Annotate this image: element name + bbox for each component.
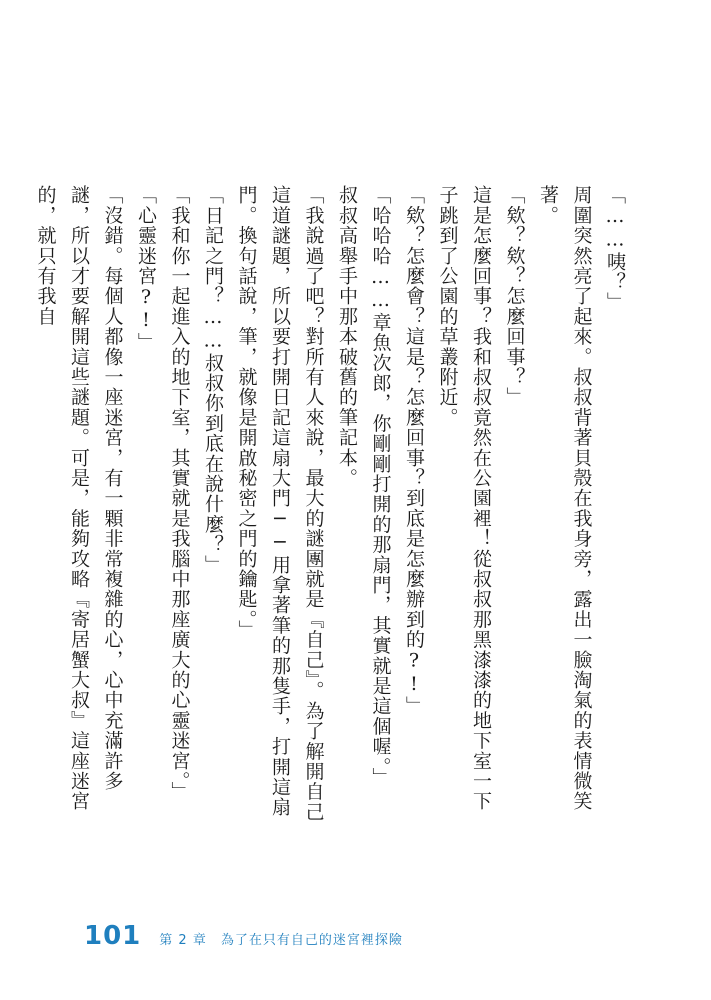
paragraph: 「沒錯。每個人都像一座迷宮，有一顆非常複雜的心，心中充滿許多謎，所以才要解開這些謎題。可是，能夠攻略『寄居蟹大叔』這座迷宮的，就只有我自 [34, 185, 124, 812]
paragraph: 「……咦？」 [604, 185, 626, 313]
page-number: 101 [84, 921, 142, 951]
paragraph: 「我和你一起進入的地下室，其實就是我腦中那座廣大的心靈迷宮。」 [168, 185, 191, 802]
paragraph: 「心靈迷宮?!」 [135, 185, 157, 353]
paragraph: 「日記之門？……叔叔你到底在說什麼？」 [202, 185, 224, 575]
paragraph: 「欸？欸？怎麼回事？」 [503, 185, 526, 408]
chapter-title: 第 2 章 為了在只有自己的迷宮裡探險 [159, 933, 403, 948]
paragraph: 「哈哈哈……章魚次郎，你剛剛打開的那扇門，其實就是這個喔。」 [369, 185, 392, 788]
page-footer [84, 921, 403, 951]
vertical-text-body [34, 185, 631, 825]
paragraph: 叔叔高舉手中那本破舊的筆記本。 [336, 185, 358, 488]
paragraph: 「欸？怎麼會？這是？怎麼回事？到底是怎麼辦到的?!」 [403, 185, 425, 717]
paragraph: 「我說過了吧？對所有人來說，最大的謎團就是『自己』。為了解開自己這道謎題，所以要打開日記這扇大門──用拿著筆的那隻手，打開這扇門。換句話說，筆，就像是開啟秘密之門的鑰匙。」 [235, 185, 325, 822]
paragraph: 周圍突然亮了起來。叔叔背著貝殼在我身旁，露出一臉淘氣的表情微笑著。 [537, 185, 593, 812]
paragraph: 這是怎麼回事？我和叔叔竟然在公園裡！從叔叔那黑漆漆的地下室一下子跳到了公園的草叢附近。 [436, 185, 492, 812]
